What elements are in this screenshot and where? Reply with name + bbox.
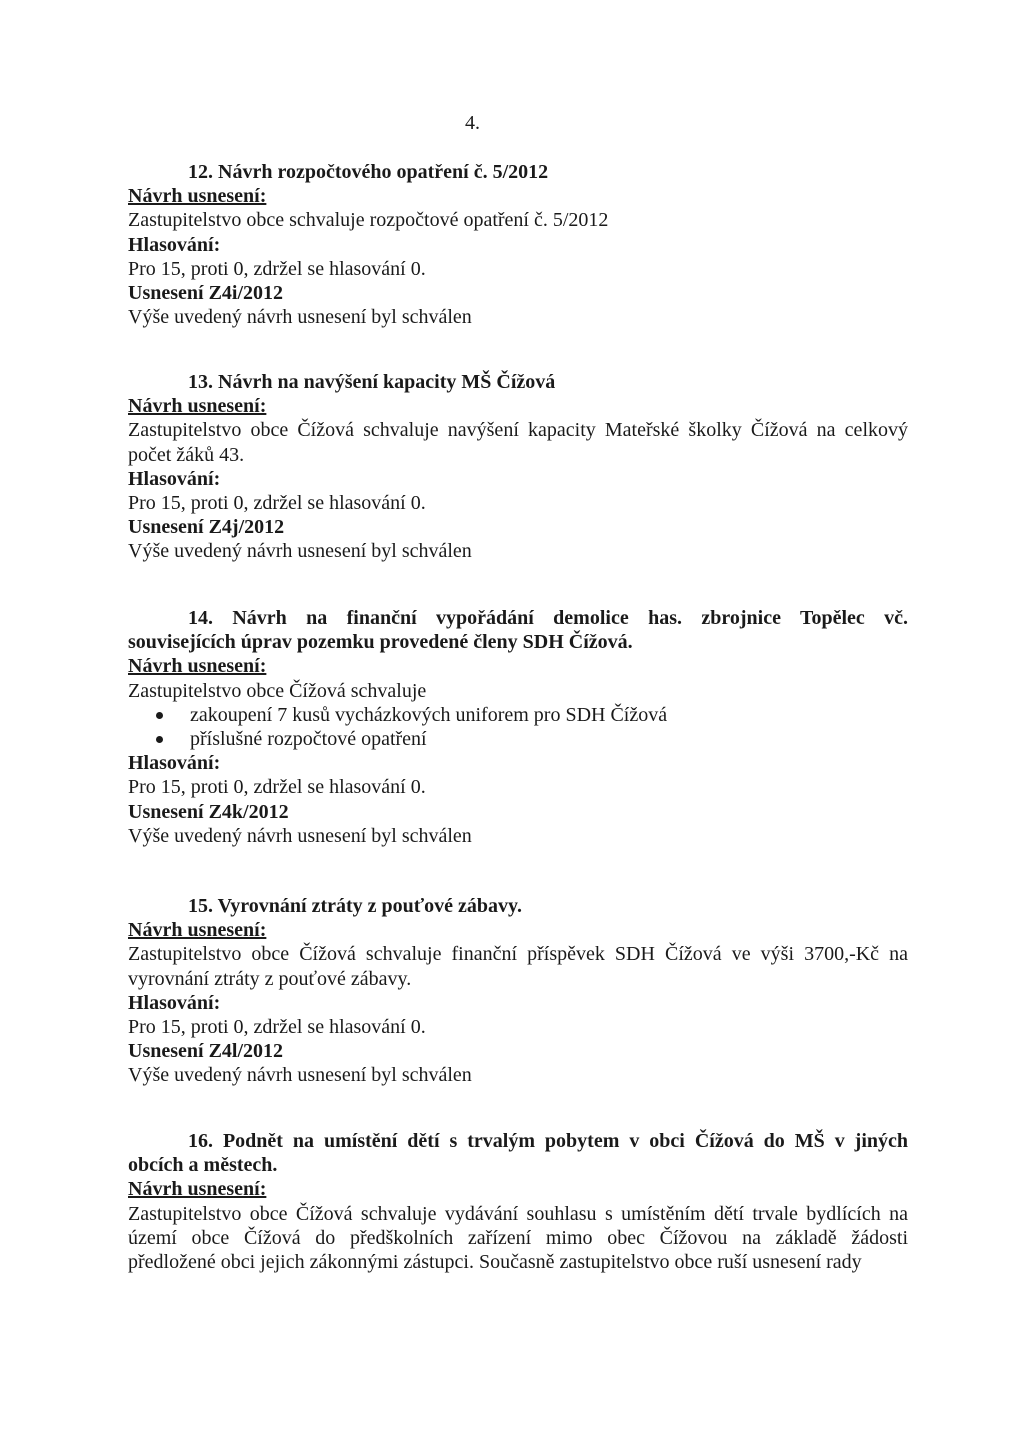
item-heading-line: 14. Návrh na finanční vypořádání demolice has. zbrojnice Topělec vč.: [188, 607, 908, 629]
item-heading: 13. Návrh na navýšení kapacity MŠ Čížová: [188, 371, 556, 393]
vote-label: Hlasování:: [128, 752, 221, 775]
item-heading-line: souvisejících úprav pozemku provedené členy SDH Čížová.: [128, 631, 633, 654]
vote-label: Hlasování:: [128, 233, 221, 256]
vote-label: Hlasování:: [128, 991, 221, 1014]
proposal-text: Zastupitelstvo obce schvaluje rozpočtové opatření č. 5/2012: [128, 209, 609, 232]
resolution-conclusion: Výše uvedený návrh usnesení byl schválen: [128, 306, 472, 329]
list-item: [128, 703, 908, 727]
proposal-text-line: předložené obci jejich zákonnými zástupci. Současně zastupitelstvo obce ruší usnesení rady: [128, 1250, 862, 1273]
proposal-label: Návrh usnesení:: [128, 185, 267, 208]
proposal-text: [128, 1202, 908, 1275]
agenda-item-12: [128, 160, 908, 329]
proposal-label: Návrh usnesení:: [128, 655, 267, 678]
item-heading: [128, 606, 908, 654]
bullet-dot-icon: [156, 712, 163, 719]
resolution-conclusion: Výše uvedený návrh usnesení byl schválen: [128, 1064, 472, 1087]
proposal-text-line: počet žáků 43.: [128, 443, 245, 466]
list-item-text: zakoupení 7 kusů vycházkových uniforem pro SDH Čížová: [190, 703, 668, 726]
vote-result: Pro 15, proti 0, zdržel se hlasování 0.: [128, 257, 426, 280]
vote-result: Pro 15, proti 0, zdržel se hlasování 0.: [128, 491, 426, 514]
proposal-text: [128, 942, 908, 990]
vote-label: Hlasování:: [128, 467, 221, 490]
item-heading-line: 16. Podnět na umístění dětí s trvalým pobytem v obci Čížová do MŠ v jiných: [188, 1130, 908, 1152]
resolution-id: Usnesení Z4j/2012: [128, 516, 285, 539]
bullet-dot-icon: [156, 736, 163, 743]
resolution-conclusion: Výše uvedený návrh usnesení byl schválen: [128, 540, 472, 563]
proposal-text-line: území obce Čížová do předškolních zařízení mimo obec Čížovou na základě žádosti: [128, 1226, 908, 1249]
proposal-text-line: Zastupitelstvo obce Čížová schvaluje navýšení kapacity Mateřské školky Čížová na celkový: [128, 419, 908, 442]
item-heading: 12. Návrh rozpočtového opatření č. 5/2012: [188, 161, 549, 183]
list-item-text: příslušné rozpočtové opatření: [190, 727, 427, 750]
proposal-bullet-list: [128, 703, 908, 751]
item-heading-line: obcích a městech.: [128, 1154, 278, 1177]
item-heading: 15. Vyrovnání ztráty z pouťové zábavy.: [188, 895, 522, 917]
agenda-item-15: [128, 894, 908, 1088]
proposal-text-line: vyrovnání ztráty z pouťové zábavy.: [128, 967, 412, 990]
proposal-text-line: Zastupitelstvo obce Čížová schvaluje vydávání souhlasu s umístěním dětí trvale bydlících na: [128, 1202, 908, 1225]
proposal-text: [128, 418, 908, 466]
proposal-text-line: Zastupitelstvo obce Čížová schvaluje finanční příspěvek SDH Čížová ve výši 3700,-Kč na: [128, 943, 908, 966]
list-item: [128, 727, 908, 751]
page-number: 4.: [465, 112, 480, 134]
vote-result: Pro 15, proti 0, zdržel se hlasování 0.: [128, 1015, 426, 1038]
agenda-item-16: [128, 1129, 908, 1274]
resolution-id: Usnesení Z4k/2012: [128, 800, 289, 823]
vote-result: Pro 15, proti 0, zdržel se hlasování 0.: [128, 776, 426, 799]
resolution-id: Usnesení Z4i/2012: [128, 281, 284, 304]
proposal-label: Návrh usnesení:: [128, 395, 267, 418]
proposal-text: Zastupitelstvo obce Čížová schvaluje: [128, 679, 427, 702]
proposal-label: Návrh usnesení:: [128, 1178, 267, 1201]
agenda-item-14: [128, 606, 908, 848]
resolution-conclusion: Výše uvedený návrh usnesení byl schválen: [128, 824, 472, 847]
resolution-id: Usnesení Z4l/2012: [128, 1040, 284, 1063]
agenda-item-13: [128, 370, 908, 564]
proposal-label: Návrh usnesení:: [128, 919, 267, 942]
item-heading: [128, 1129, 908, 1177]
